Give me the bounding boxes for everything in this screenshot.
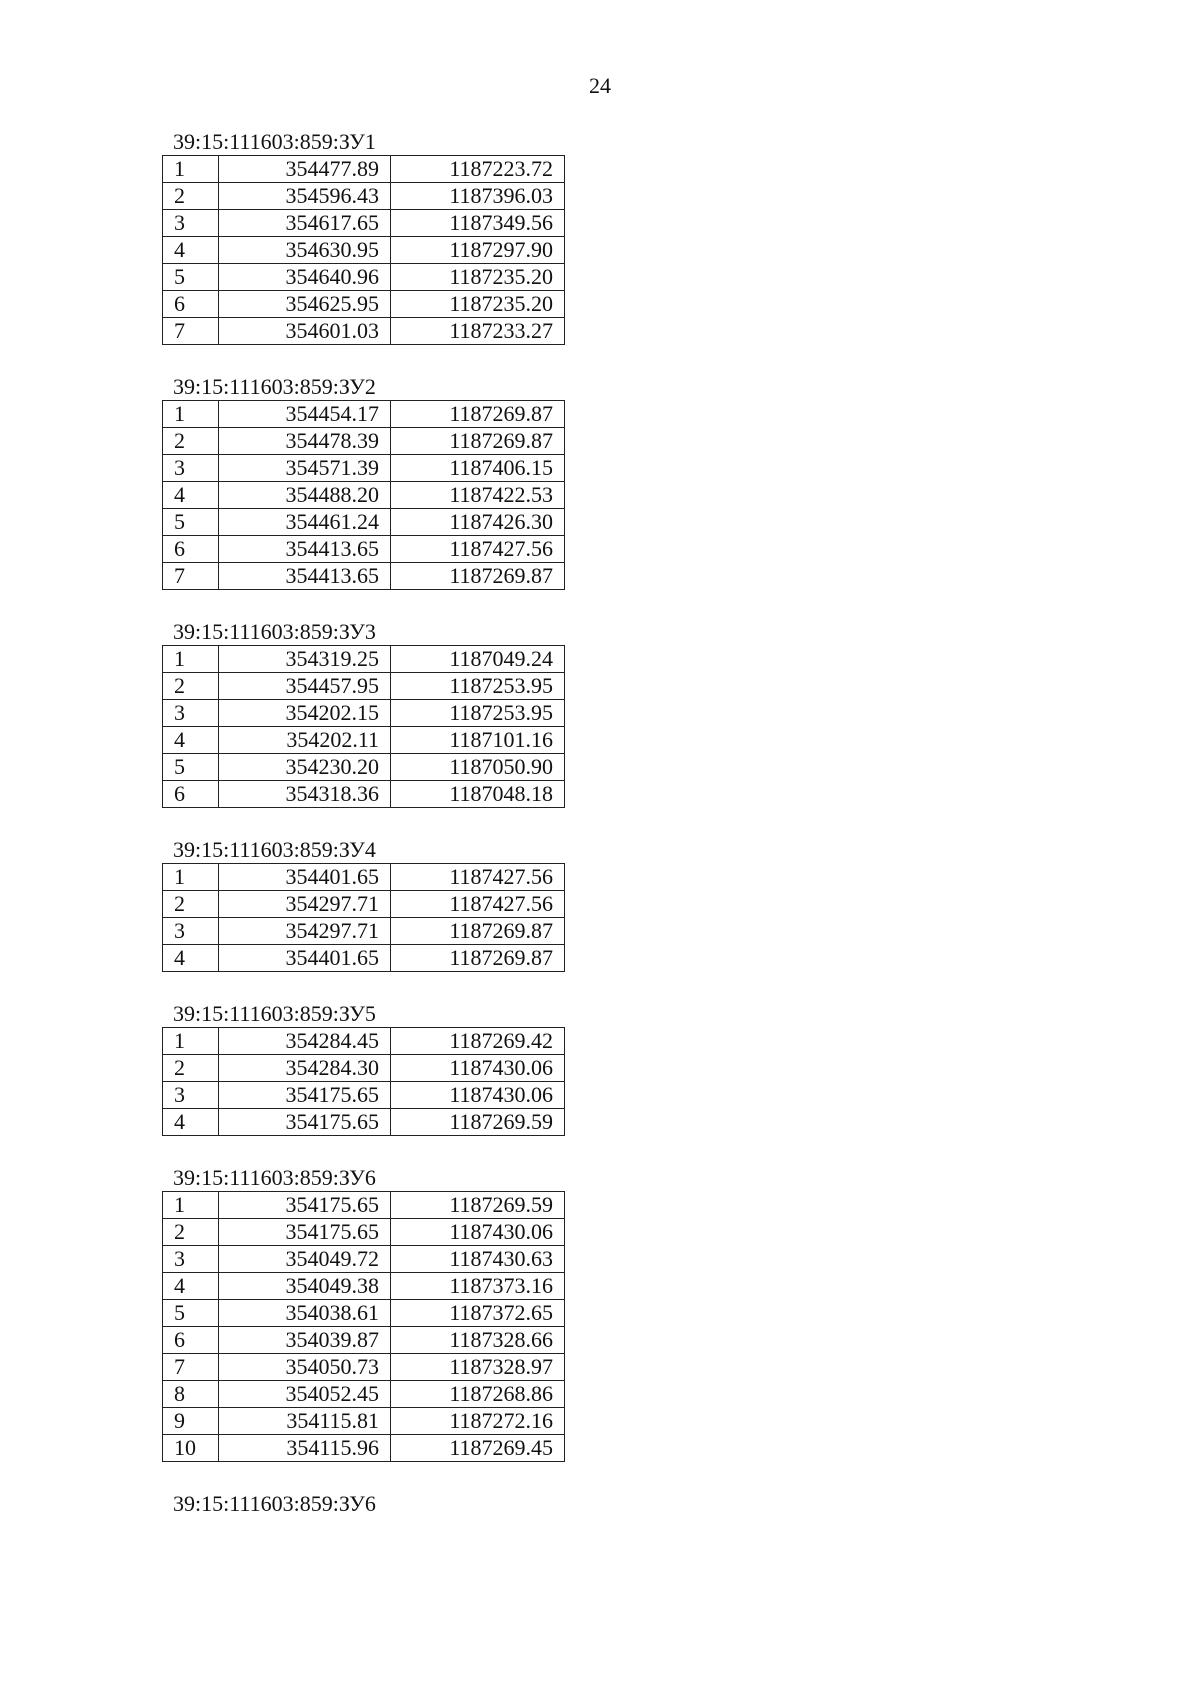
- coordinates-table: [162, 863, 565, 972]
- y-coordinate-cell: 1187269.45: [391, 1435, 565, 1462]
- block-title: 39:15:111603:859:ЗУ3: [173, 619, 376, 644]
- point-number-cell: 3: [163, 1082, 219, 1109]
- block-title: 39:15:111603:859:ЗУ6: [173, 1165, 376, 1190]
- y-coordinate-cell: 1187235.20: [391, 264, 565, 291]
- x-coordinate-cell: 354202.15: [219, 700, 391, 727]
- x-coordinate-cell: 354049.38: [219, 1273, 391, 1300]
- y-coordinate-cell: 1187422.53: [391, 482, 565, 509]
- table-row: [163, 291, 565, 318]
- point-number-cell: 4: [163, 1273, 219, 1300]
- y-coordinate-cell: 1187430.06: [391, 1082, 565, 1109]
- table-row: [163, 210, 565, 237]
- coordinates-table: [162, 155, 565, 345]
- coordinates-table: [162, 645, 565, 808]
- x-coordinate-cell: 354175.65: [219, 1082, 391, 1109]
- x-coordinate-cell: 354052.45: [219, 1381, 391, 1408]
- point-number-cell: 3: [163, 1246, 219, 1273]
- x-coordinate-cell: 354319.25: [219, 646, 391, 673]
- y-coordinate-cell: 1187233.27: [391, 318, 565, 345]
- y-coordinate-cell: 1187430.06: [391, 1219, 565, 1246]
- point-number-cell: 5: [163, 264, 219, 291]
- point-number-cell: 8: [163, 1381, 219, 1408]
- point-number-cell: 6: [163, 291, 219, 318]
- table-row: [163, 237, 565, 264]
- point-number-cell: 1: [163, 156, 219, 183]
- coordinate-block: [162, 129, 565, 345]
- point-number-cell: 3: [163, 210, 219, 237]
- block-title: 39:15:111603:859:ЗУ4: [173, 837, 376, 862]
- table-row: [163, 1192, 565, 1219]
- x-coordinate-cell: 354454.17: [219, 401, 391, 428]
- x-coordinate-cell: 354640.96: [219, 264, 391, 291]
- table-row: [163, 781, 565, 808]
- x-coordinate-cell: 354461.24: [219, 509, 391, 536]
- y-coordinate-cell: 1187268.86: [391, 1381, 565, 1408]
- point-number-cell: 1: [163, 1192, 219, 1219]
- x-coordinate-cell: 354039.87: [219, 1327, 391, 1354]
- table-row: [163, 727, 565, 754]
- x-coordinate-cell: 354230.20: [219, 754, 391, 781]
- point-number-cell: 10: [163, 1435, 219, 1462]
- point-number-cell: 4: [163, 727, 219, 754]
- y-coordinate-cell: 1187430.06: [391, 1055, 565, 1082]
- table-row: [163, 1028, 565, 1055]
- point-number-cell: 6: [163, 536, 219, 563]
- table-row: [163, 1327, 565, 1354]
- y-coordinate-cell: 1187269.87: [391, 945, 565, 972]
- point-number-cell: 4: [163, 482, 219, 509]
- y-coordinate-cell: 1187406.15: [391, 455, 565, 482]
- x-coordinate-cell: 354617.65: [219, 210, 391, 237]
- block-title: 39:15:111603:859:ЗУ1: [173, 129, 376, 154]
- x-coordinate-cell: 354175.65: [219, 1109, 391, 1136]
- x-coordinate-cell: 354413.65: [219, 536, 391, 563]
- coordinates-table: [162, 1027, 565, 1136]
- page-number: 24: [589, 73, 611, 98]
- point-number-cell: 1: [163, 401, 219, 428]
- y-coordinate-cell: 1187048.18: [391, 781, 565, 808]
- point-number-cell: 7: [163, 563, 219, 590]
- point-number-cell: 6: [163, 1327, 219, 1354]
- point-number-cell: 4: [163, 237, 219, 264]
- table-row: [163, 1082, 565, 1109]
- table-row: [163, 183, 565, 210]
- point-number-cell: 3: [163, 700, 219, 727]
- table-row: [163, 482, 565, 509]
- trailing-block-title: 39:15:111603:859:ЗУ6: [173, 1491, 376, 1516]
- coordinate-blocks: [162, 129, 565, 1517]
- table-row: [163, 754, 565, 781]
- table-row: [163, 563, 565, 590]
- y-coordinate-cell: 1187235.20: [391, 291, 565, 318]
- point-number-cell: 5: [163, 754, 219, 781]
- x-coordinate-cell: 354401.65: [219, 945, 391, 972]
- block-title: 39:15:111603:859:ЗУ2: [173, 374, 376, 399]
- y-coordinate-cell: 1187328.66: [391, 1327, 565, 1354]
- coordinate-block: [162, 837, 565, 972]
- blocks-container: [162, 129, 565, 1462]
- x-coordinate-cell: 354202.11: [219, 727, 391, 754]
- y-coordinate-cell: 1187050.90: [391, 754, 565, 781]
- table-row: [163, 700, 565, 727]
- x-coordinate-cell: 354488.20: [219, 482, 391, 509]
- table-row: [163, 264, 565, 291]
- x-coordinate-cell: 354596.43: [219, 183, 391, 210]
- point-number-cell: 1: [163, 864, 219, 891]
- x-coordinate-cell: 354175.65: [219, 1219, 391, 1246]
- point-number-cell: 1: [163, 646, 219, 673]
- coordinates-table: [162, 1191, 565, 1462]
- point-number-cell: 2: [163, 1219, 219, 1246]
- x-coordinate-cell: 354413.65: [219, 563, 391, 590]
- x-coordinate-cell: 354175.65: [219, 1192, 391, 1219]
- y-coordinate-cell: 1187253.95: [391, 700, 565, 727]
- x-coordinate-cell: 354284.30: [219, 1055, 391, 1082]
- x-coordinate-cell: 354478.39: [219, 428, 391, 455]
- table-row: [163, 1354, 565, 1381]
- x-coordinate-cell: 354115.96: [219, 1435, 391, 1462]
- y-coordinate-cell: 1187049.24: [391, 646, 565, 673]
- table-row: [163, 1300, 565, 1327]
- table-row: [163, 1273, 565, 1300]
- coordinate-block: [162, 1165, 565, 1462]
- x-coordinate-cell: 354297.71: [219, 918, 391, 945]
- point-number-cell: 6: [163, 781, 219, 808]
- x-coordinate-cell: 354571.39: [219, 455, 391, 482]
- point-number-cell: 2: [163, 891, 219, 918]
- table-row: [163, 1435, 565, 1462]
- point-number-cell: 2: [163, 1055, 219, 1082]
- y-coordinate-cell: 1187272.16: [391, 1408, 565, 1435]
- y-coordinate-cell: 1187101.16: [391, 727, 565, 754]
- point-number-cell: 4: [163, 1109, 219, 1136]
- table-row: [163, 1219, 565, 1246]
- point-number-cell: 3: [163, 455, 219, 482]
- table-row: [163, 918, 565, 945]
- table-row: [163, 428, 565, 455]
- y-coordinate-cell: 1187253.95: [391, 673, 565, 700]
- y-coordinate-cell: 1187297.90: [391, 237, 565, 264]
- y-coordinate-cell: 1187373.16: [391, 1273, 565, 1300]
- point-number-cell: 1: [163, 1028, 219, 1055]
- table-row: [163, 536, 565, 563]
- point-number-cell: 7: [163, 318, 219, 345]
- x-coordinate-cell: 354050.73: [219, 1354, 391, 1381]
- coordinate-block: [162, 619, 565, 808]
- x-coordinate-cell: 354284.45: [219, 1028, 391, 1055]
- point-number-cell: 5: [163, 1300, 219, 1327]
- y-coordinate-cell: 1187269.87: [391, 918, 565, 945]
- x-coordinate-cell: 354115.81: [219, 1408, 391, 1435]
- table-row: [163, 1381, 565, 1408]
- y-coordinate-cell: 1187269.87: [391, 428, 565, 455]
- table-row: [163, 1055, 565, 1082]
- point-number-cell: 2: [163, 673, 219, 700]
- y-coordinate-cell: 1187269.87: [391, 401, 565, 428]
- table-row: [163, 401, 565, 428]
- table-row: [163, 891, 565, 918]
- point-number-cell: 2: [163, 183, 219, 210]
- table-row: [163, 1246, 565, 1273]
- x-coordinate-cell: 354297.71: [219, 891, 391, 918]
- table-row: [163, 646, 565, 673]
- table-row: [163, 1109, 565, 1136]
- table-row: [163, 864, 565, 891]
- y-coordinate-cell: 1187349.56: [391, 210, 565, 237]
- x-coordinate-cell: 354457.95: [219, 673, 391, 700]
- y-coordinate-cell: 1187396.03: [391, 183, 565, 210]
- table-row: [163, 945, 565, 972]
- y-coordinate-cell: 1187426.30: [391, 509, 565, 536]
- table-row: [163, 455, 565, 482]
- y-coordinate-cell: 1187328.97: [391, 1354, 565, 1381]
- x-coordinate-cell: 354401.65: [219, 864, 391, 891]
- x-coordinate-cell: 354049.72: [219, 1246, 391, 1273]
- x-coordinate-cell: 354630.95: [219, 237, 391, 264]
- table-row: [163, 673, 565, 700]
- point-number-cell: 5: [163, 509, 219, 536]
- x-coordinate-cell: 354318.36: [219, 781, 391, 808]
- y-coordinate-cell: 1187430.63: [391, 1246, 565, 1273]
- y-coordinate-cell: 1187223.72: [391, 156, 565, 183]
- table-row: [163, 1408, 565, 1435]
- table-row: [163, 156, 565, 183]
- x-coordinate-cell: 354038.61: [219, 1300, 391, 1327]
- point-number-cell: 3: [163, 918, 219, 945]
- y-coordinate-cell: 1187269.59: [391, 1192, 565, 1219]
- coordinates-table: [162, 400, 565, 590]
- point-number-cell: 7: [163, 1354, 219, 1381]
- y-coordinate-cell: 1187269.87: [391, 563, 565, 590]
- table-row: [163, 509, 565, 536]
- point-number-cell: 2: [163, 428, 219, 455]
- y-coordinate-cell: 1187427.56: [391, 864, 565, 891]
- y-coordinate-cell: 1187269.59: [391, 1109, 565, 1136]
- y-coordinate-cell: 1187269.42: [391, 1028, 565, 1055]
- point-number-cell: 9: [163, 1408, 219, 1435]
- block-title: 39:15:111603:859:ЗУ5: [173, 1001, 376, 1026]
- y-coordinate-cell: 1187427.56: [391, 891, 565, 918]
- x-coordinate-cell: 354625.95: [219, 291, 391, 318]
- x-coordinate-cell: 354601.03: [219, 318, 391, 345]
- coordinate-block: [162, 374, 565, 590]
- y-coordinate-cell: 1187427.56: [391, 536, 565, 563]
- x-coordinate-cell: 354477.89: [219, 156, 391, 183]
- y-coordinate-cell: 1187372.65: [391, 1300, 565, 1327]
- table-row: [163, 318, 565, 345]
- coordinate-block: [162, 1001, 565, 1136]
- point-number-cell: 4: [163, 945, 219, 972]
